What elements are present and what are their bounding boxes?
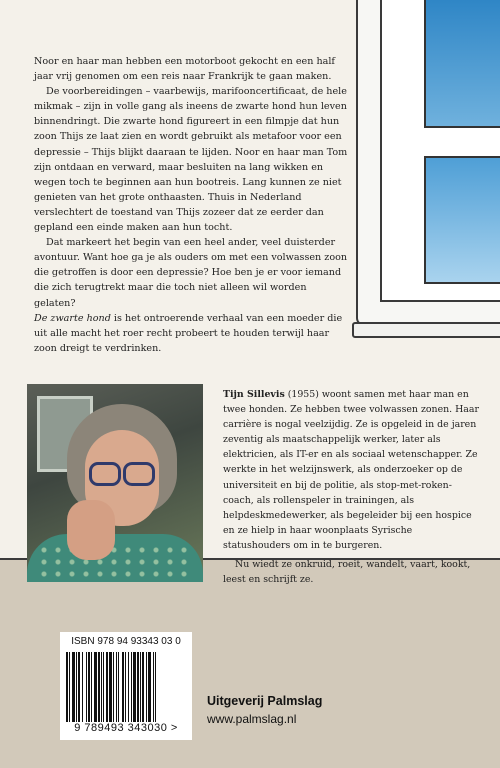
barcode-bar [153,652,154,722]
blurb-paragraph-4-rest: is het ontroerende verhaal van een moeder die uit alle macht het roer recht probeert te houden terwijl haar zoon dreigt te verdrinken. [34,312,343,354]
blurb-paragraph-1: Noor en haar man hebben een motorboot gekocht en een half jaar vrij genomen om een reis naar Frankrijk te gaan maken. [34,56,335,83]
author-bio-text: (1955) woont samen met haar man en twee honden. Ze hebben twee volwassen zonen. Haar carrière is nogal veelzijdig. Ze is opgeleid in de jaren zeventig als maatschappelijk werker, later als elektricien, als IT-er en als sociaal wetenschapper. Ze werkte in het welzijnswerk, als onderzoeker op de universiteit en bij de politie, als stop-met-roken-coach, als rollenspeler in trainingen, als helpdeskmedewerker, als begeleider bij een hospice en ze hielp in haar woonplaats Syrische statushouders om in te burgeren. [223,389,479,551]
barcode-bar [140,652,141,722]
barcode-bar [133,652,136,722]
author-bio-paragraph-2: Nu wiedt ze onkruid, roeit, wandelt, vaart, kookt, leest en schrijft ze. [223,559,471,586]
window-pane-top [424,0,500,128]
barcode-bar [91,652,92,722]
barcode-bar [142,652,144,722]
barcode-bar [131,652,132,722]
barcode-bar [66,652,68,722]
barcode-bar [128,652,129,722]
barcode-bar [118,652,119,722]
barcode-bar [137,652,139,722]
blurb-paragraph-4 [34,311,349,356]
barcode-bar [113,652,114,722]
barcode-bar [76,652,77,722]
barcode-bar [82,652,83,722]
author-bio [223,387,479,587]
barcode-bar [78,652,80,722]
barcode-bar [125,652,126,722]
blurb-paragraph-3: Dat markeert het begin van een heel ander, veel duisterder avontuur. Want hoe ga je als ouders om met een volwassen zoon die getroffen is door een depressie? Hoe ben je er voor iemand die zich terugtrekt maar die toch niet alleen wil worden gelaten? [34,237,348,309]
barcode-bars [66,652,188,722]
isbn-label: ISBN 978 94 93343 03 0 [71,636,181,647]
barcode-bar [94,652,97,722]
barcode-bar [101,652,102,722]
isbn-digits: 9 789493 343030 > [74,722,178,734]
barcode-bar [148,652,151,722]
barcode-bar [106,652,108,722]
barcode-bar [103,652,104,722]
blurb-text [34,54,349,356]
publisher-url: www.palmslag.nl [207,712,297,726]
barcode-bar [116,652,117,722]
barcode-bar [98,652,100,722]
barcode-bar [122,652,124,722]
barcode-bar [146,652,147,722]
publisher-block [207,694,322,726]
window-pane-bottom [424,156,500,284]
author-photo [27,384,203,582]
author-name: Tijn Sillevis [223,389,285,400]
window-sill [352,322,500,338]
barcode [60,632,192,740]
barcode-bar [72,652,75,722]
blurb-paragraph-2: De voorbereidingen – vaarbewijs, marifooncertificaat, de hele mikmak – zijn in volle gang als ineens de zwarte hond hun leven binnendringt. Die zwarte hond figureert in een filmpje dat hun zoon Thijs ze laat zien en wordt gebruikt als metafoor voor een depressie – Thijs blijkt daaraan te lijden. Noor en haar man Tom zijn ontdaan en verward, maar besluiten na lang wikken en wegen toch te beginnen aan hun bootreis. Lang kunnen ze niet genieten van het grote onthaasten. Thuis in Nederland verslechtert de toestand van Thijs zozeer dat ze eerder dan gepland een einde maken aan hun tocht. [34,86,348,234]
barcode-bar [86,652,87,722]
author-bio-paragraph-1 [223,387,479,553]
barcode-bar [69,652,70,722]
book-title: De zwarte hond [34,312,111,324]
barcode-bar [88,652,90,722]
barcode-bar [155,652,156,722]
barcode-bar [109,652,112,722]
publisher-name: Uitgeverij Palmslag [207,694,323,708]
